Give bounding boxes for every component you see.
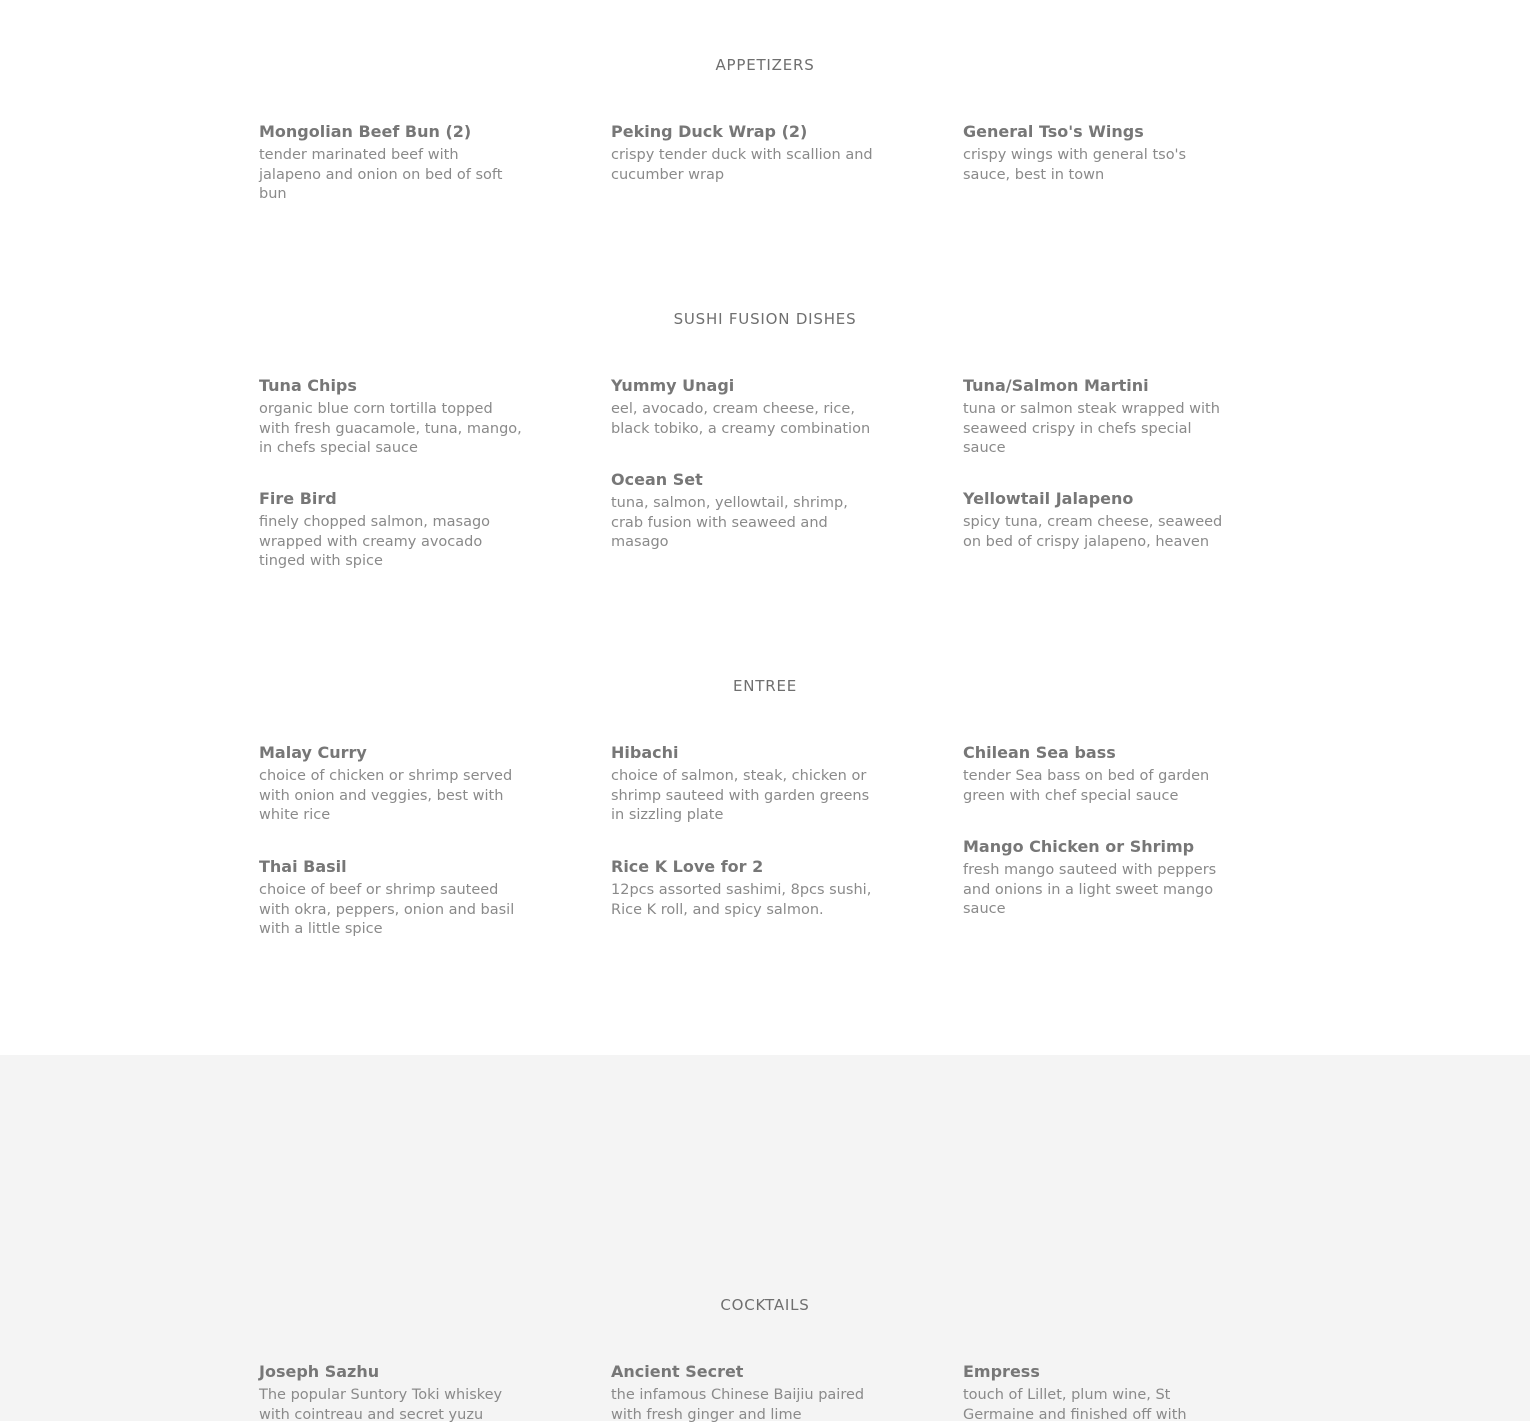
menu-item-name: Chilean Sea bass — [963, 743, 1116, 762]
menu-item-name: General Tso's Wings — [963, 122, 1144, 141]
menu-item-name: Mango Chicken or Shrimp — [963, 837, 1195, 856]
menu-item-name: Rice K Love for 2 — [611, 857, 764, 876]
menu-item — [963, 122, 1228, 185]
menu-item-name: Ocean Set — [611, 470, 703, 489]
menu-item — [611, 1362, 876, 1425]
menu-item — [611, 743, 876, 826]
menu-item-name: Peking Duck Wrap (2) — [611, 122, 808, 141]
menu-item-name: Thai Basil — [259, 857, 347, 876]
menu-item-desc: tender marinated beef with jalapeno and onion on bed of soft bun — [259, 147, 503, 202]
menu-item — [259, 857, 524, 940]
menu-item-name: Tuna/Salmon Martini — [963, 376, 1149, 395]
menu-item-name: Yummy Unagi — [611, 376, 735, 395]
menu-item — [259, 376, 524, 459]
menu-item-desc: tender Sea bass on bed of garden green with chef special sauce — [963, 768, 1210, 804]
menu-item — [259, 1362, 524, 1425]
menu-item-desc: eel, avocado, cream cheese, rice, black tobiko, a creamy combination — [611, 401, 871, 437]
menu-item-desc: fresh mango sauteed with peppers and onions in a light sweet mango sauce — [963, 862, 1217, 917]
menu-item-desc: choice of beef or shrimp sauteed with okra, peppers, onion and basil with a little spice — [259, 882, 515, 937]
menu-item-name: Joseph Sazhu — [259, 1362, 380, 1381]
menu-item-desc: choice of salmon, steak, chicken or shrimp sauteed with garden greens in sizzling plate — [611, 768, 870, 823]
menu-item — [963, 837, 1228, 920]
menu-item-name: Yellowtail Jalapeno — [963, 489, 1134, 508]
menu-item-name: Hibachi — [611, 743, 679, 762]
menu-item-desc: crispy tender duck with scallion and cucumber wrap — [611, 147, 873, 183]
menu-item-desc: spicy tuna, cream cheese, seaweed on bed of crispy jalapeno, heaven — [963, 514, 1223, 550]
menu-item-desc: organic blue corn tortilla topped with fresh guacamole, tuna, mango, in chefs special sauce — [259, 401, 522, 456]
menu-item — [611, 122, 876, 185]
menu-item-desc: 12pcs assorted sashimi, 8pcs sushi, Rice K roll, and spicy salmon. — [611, 882, 872, 918]
menu-item — [611, 470, 876, 553]
menu-item-desc: the infamous Chinese Baijiu paired with fresh ginger and lime — [611, 1387, 865, 1423]
menu-item — [963, 743, 1228, 806]
menu-item-desc: tuna or salmon steak wrapped with seaweed crispy in chefs special sauce — [963, 401, 1220, 456]
menu-item — [259, 489, 524, 572]
menu-item-desc: finely chopped salmon, masago wrapped with creamy avocado tinged with spice — [259, 514, 491, 569]
menu-item — [611, 376, 876, 439]
menu-item — [259, 122, 524, 205]
cocktails-title: COCKTAILS — [720, 1296, 810, 1314]
menu-item — [259, 743, 524, 826]
menu-item-name: Mongolian Beef Bun (2) — [259, 122, 472, 141]
entree-title: ENTREE — [732, 677, 798, 695]
appetizers-title: APPETIZERS — [715, 56, 815, 74]
menu-item-desc: tuna, salmon, yellowtail, shrimp, crab fusion with seaweed and masago — [611, 495, 848, 550]
menu-item-desc: crispy wings with general tso's sauce, best in town — [963, 147, 1187, 183]
menu-item-name: Tuna Chips — [259, 376, 357, 395]
menu-item-name: Malay Curry — [259, 743, 367, 762]
menu-item-desc: touch of Lillet, plum wine, St Germaine and finished off with — [963, 1387, 1187, 1423]
menu-item-name: Fire Bird — [259, 489, 337, 508]
menu-item-desc: choice of chicken or shrimp served with onion and veggies, best with white rice — [259, 768, 513, 823]
menu-item-desc: The popular Suntory Toki whiskey with cointreau and secret yuzu — [259, 1387, 503, 1423]
menu-item — [963, 376, 1228, 459]
menu-item — [963, 1362, 1228, 1425]
sushi-title: SUSHI FUSION DISHES — [673, 310, 857, 328]
menu-item — [963, 489, 1228, 552]
menu-item-name: Empress — [963, 1362, 1040, 1381]
menu-item-name: Ancient Secret — [611, 1362, 744, 1381]
menu-item — [611, 857, 876, 920]
